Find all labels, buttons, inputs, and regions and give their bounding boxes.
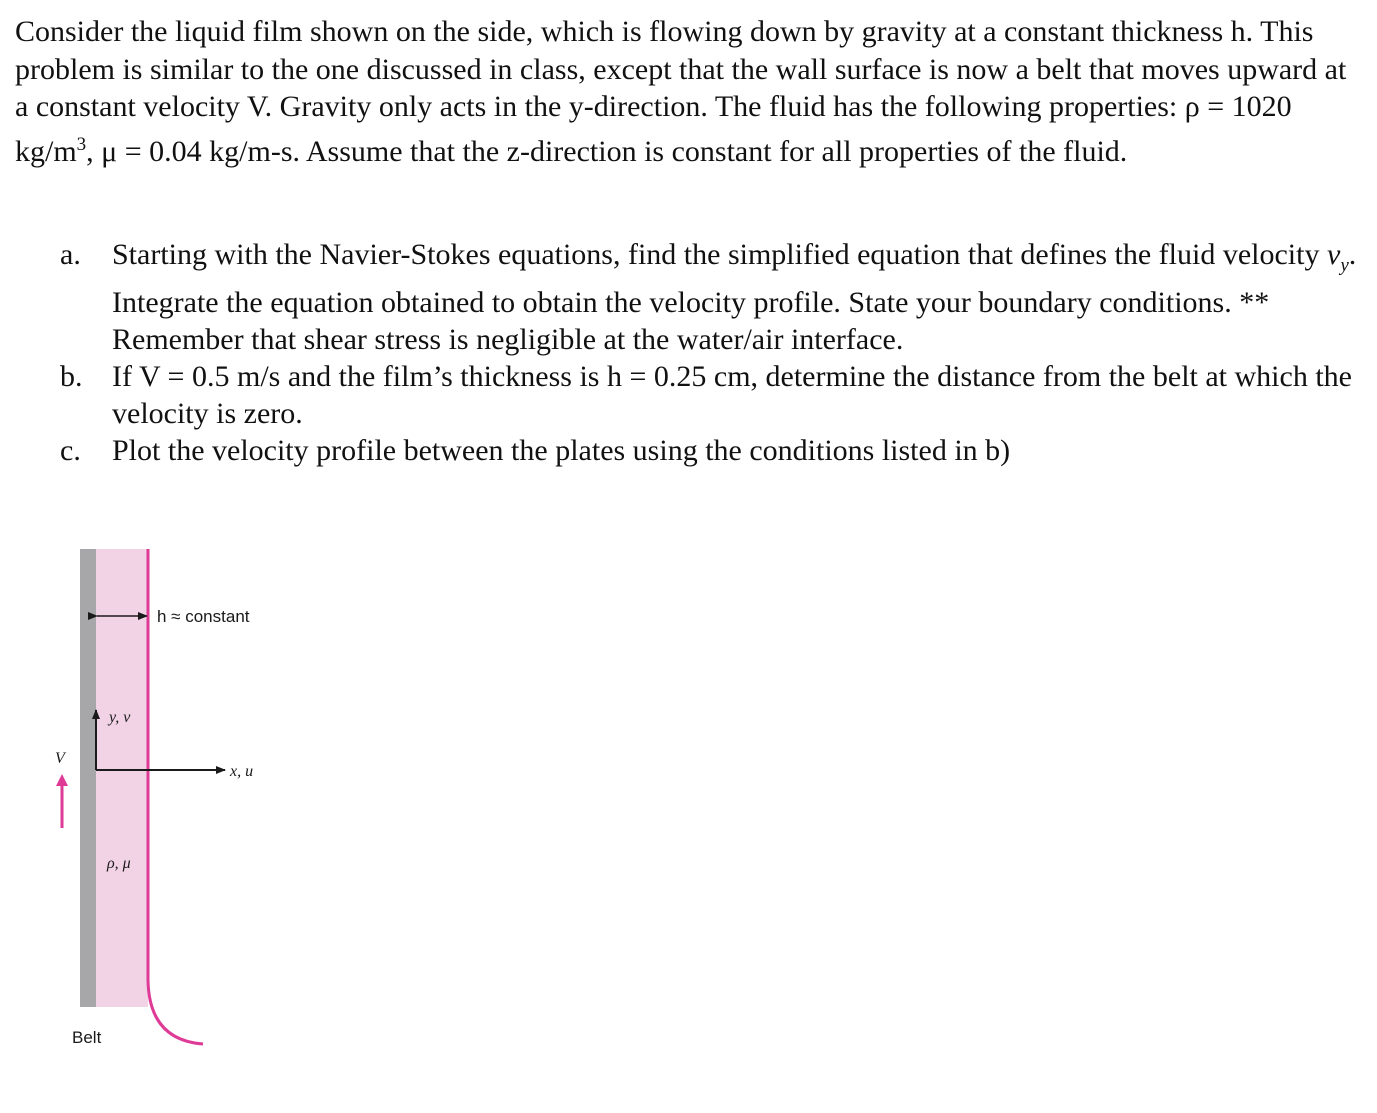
belt-label: Belt <box>72 1028 102 1047</box>
question-text: If V = 0.5 m/s and the film’s thickness is h = 0.25 cm, determine the distance from the belt at which the velocity is zero. <box>112 360 1352 430</box>
thickness-label: h ≈ constant <box>157 607 250 626</box>
question-c <box>60 432 1360 469</box>
y-axis-label: y, v <box>109 709 131 726</box>
superscript-exponent: 3 <box>76 133 87 155</box>
question-marker: a. <box>60 238 81 271</box>
question-marker: c. <box>60 434 81 467</box>
velocity-label: V <box>55 750 65 767</box>
question-text: Plot the velocity profile between the plates using the conditions listed in b) <box>112 434 1011 467</box>
properties-label: ρ, μ <box>107 855 131 872</box>
problem-statement: Consider the liquid film shown on the side, which is flowing down by gravity at a constant thickness h. This problem is similar to the one discussed in class, except that the wall surface is now a belt that moves upward at a constant velocity V. Gravity only acts in the y-direction. The fluid has the following properties: ρ = 1020 $kg/m^3$, μ = 0.04 kg/m-s. Assume that the z-direction is constant for all properties of the fluid. <box>15 15 1347 168</box>
question-b <box>60 358 1360 432</box>
variable-vy: $v_y$ <box>1326 238 1349 276</box>
belt <box>80 549 96 1007</box>
liquid-film <box>96 549 148 1007</box>
question-a <box>60 236 1360 358</box>
question-text: Starting with the Navier-Stokes equations, find the simplified equation that defines the fluid velocity $v_y$. Integrate the equation obtained to obtain the velocity profile. State your boundary conditions. ** Remember that shear stress is negligible at the water/air interface. <box>112 238 1357 356</box>
question-list <box>60 236 1360 469</box>
question-marker: b. <box>60 360 83 393</box>
x-axis-label: x, u <box>230 763 254 780</box>
liquid-film-figure <box>0 520 400 1100</box>
